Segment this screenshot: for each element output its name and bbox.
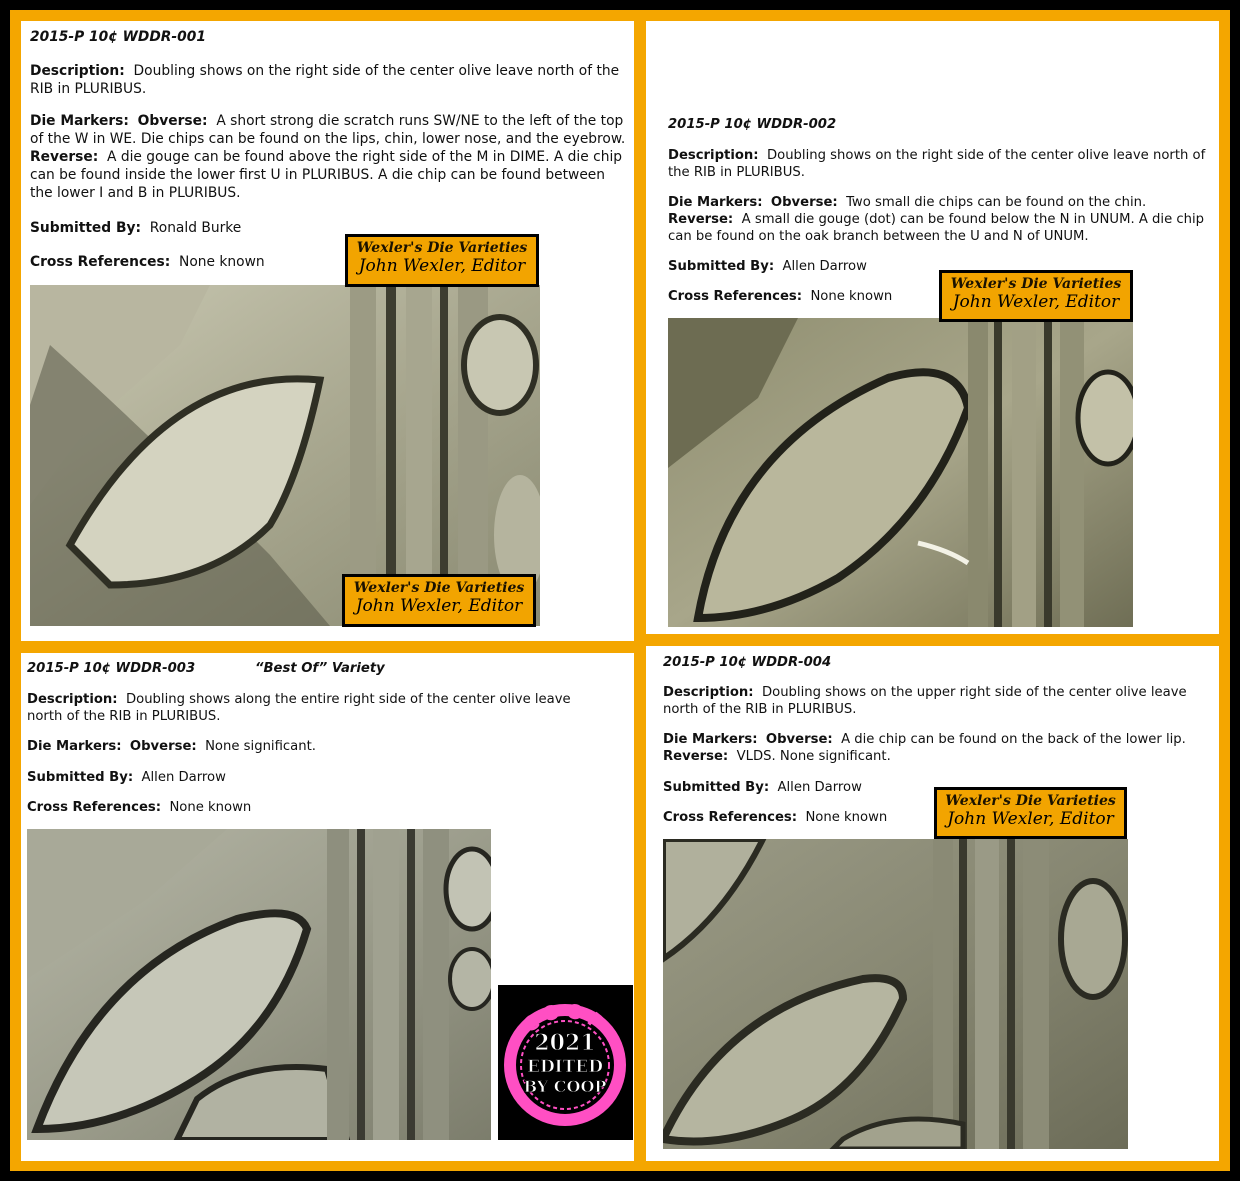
submitted-by: Submitted By: Allen Darrow [27,770,226,785]
cross-references: Cross References: None known [668,289,893,304]
cross-references: Cross References: None known [30,254,265,270]
die-markers: Die Markers: Obverse: A die chip can be found on the back of the lower lip. Reverse: VLDS. None significant. [663,732,1186,764]
die-markers: Die Markers: Obverse: A short strong die scratch runs SW/NE to the left of the top of the W in WE. Die chips can be found on the lips, chin, lower nose, and the eyebrow. Reverse: A die gouge can be found above the right side of the M in DIME. A die chip can be found inside the lower first U in PLURIBUS. A die chip can be found between the lower I and B in PLURIBUS. [30,113,626,201]
coop-line1: EDITED [526,1057,604,1077]
coop-ring-text: COOP [517,998,613,1038]
wexler-label: Wexler's Die Varieties John Wexler, Editor [939,270,1133,322]
entry-title: 2015-P 10¢ WDDR-001 [30,29,206,45]
coin-photo [27,829,491,1140]
description: Description: Doubling shows on the right side of the center olive leave north of the RIB in PLURIBUS. [30,63,620,97]
entry-title: 2015-P 10¢ WDDR-004 [663,655,832,670]
description: Description: Doubling shows along the entire right side of the center olive leave north of the RIB in PLURIBUS. [27,692,571,724]
entry-title: 2015-P 10¢ WDDR-002 [668,117,837,132]
variety-panel-wddr-004 [646,646,1219,1161]
wexler-label-bottom: Wexler's Die Varieties John Wexler, Editor [342,574,536,627]
variety-note: “Best Of” Variety [255,661,385,676]
submitted-by: Submitted By: Ronald Burke [30,220,242,236]
variety-panel-wddr-003 [21,653,634,1161]
submitted-by: Submitted By: Allen Darrow [663,780,862,795]
wexler-label: Wexler's Die Varieties John Wexler, Editor [934,787,1127,839]
die-markers: Die Markers: Obverse: Two small die chips can be found on the chin. Reverse: A small die gouge (dot) can be found below the N in UNUM. A die chip can be found on the oak branch between the U and N of UNUM. [668,195,1205,244]
coin-photo-graphic [668,318,1133,627]
cross-references: Cross References: None known [27,800,252,815]
coin-photo-graphic [27,829,491,1140]
coop-badge-graphic [498,985,633,1140]
wexler-label-top: Wexler's Die Varieties John Wexler, Editor [345,234,539,287]
submitted-by: Submitted By: Allen Darrow [668,259,867,274]
variety-panel-wddr-001 [21,21,634,641]
cross-references: Cross References: None known [663,810,888,825]
coop-edited-badge [498,985,633,1140]
coin-photo-graphic [663,839,1128,1149]
coop-year: 2021 [534,1030,596,1056]
variety-panel-wddr-002 [646,21,1219,634]
die-markers: Die Markers: Obverse: None significant. [27,739,316,754]
coop-line2: BY COOP [523,1077,607,1096]
entry-title: 2015-P 10¢ WDDR-003 [27,661,196,676]
coin-photo [668,318,1133,627]
coin-photo [663,839,1128,1149]
description: Description: Doubling shows on the right side of the center olive leave north of the RIB in PLURIBUS. [668,148,1206,180]
description: Description: Doubling shows on the upper right side of the center olive leave north of the RIB in PLURIBUS. [663,685,1187,717]
